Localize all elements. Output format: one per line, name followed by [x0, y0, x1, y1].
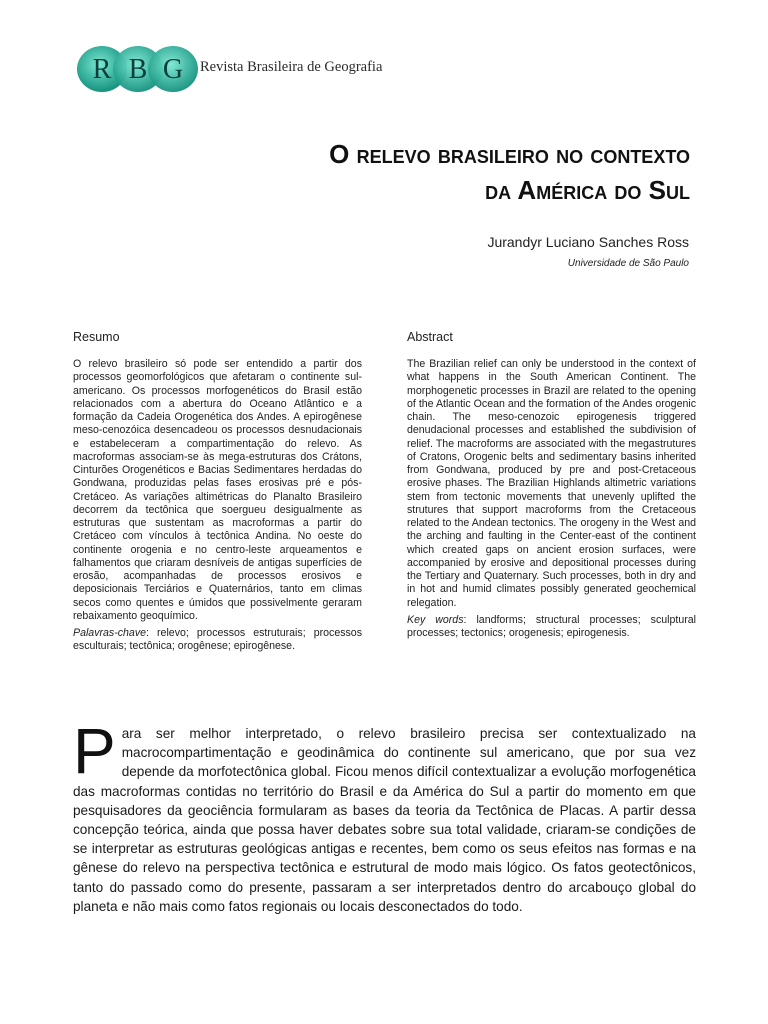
article-title — [90, 136, 690, 208]
abstract-keywords — [407, 614, 696, 641]
intro-text: ara ser melhor interpretado, o relevo brasileiro precisa ser contextualizado na macrocompartimentação e geodinâmica do continente sul americano, que por sua vez depende da morfotectônica global. Ficou menos difícil contextualizar a evolução morfogenética das macroformas contidas no território do Brasil e da América do Sul a partir do momento em que pesquisadores da geociência formularam as bases da teoria da Tectônica de Placas. A partir dessa concepção teórica, ainda que possa haver debates sobre sua total validade, criaram-se condições de se interpretar as estruturas geológicas antigas e recentes, bem como os seus efeitos nas formas e na gênese do relevo na perspectiva tectônica e estrutural de modo mais lógico. Os fatos geotectônicos, tanto do passado como do presente, passaram a ser interpretados dentro do arcabouço global do planeta e não mais como fatos regionais ou locais desconectados do todo. — [73, 726, 696, 914]
abstract-text: The Brazilian relief can only be understood in the context of what happens in the South American Continent. The morphogenetic processes in Brazil are related to the opening of the Atlantic Ocean and the formation of the Andes orogenic chain. The meso-cenozoic epirogenesis triggered denudacional processes and established the subdivision of relief. The macroforms are associated with the megastrutures of Cratons, Orogenic belts and sedimentary basins inherited from Gondwana, produced by pre and post-Cretaceous erosive phases. The Brazilian Highlands altimetric variations stem from tectonic movements that unevenly uplifted the strutures that support macroforms from the Cretaceous related to the Andean tectonics. The orogeny in the West and the arching and faulting in the Center-east of the continent which created gaps on ancient erosion surfaces, were accompanied by erosive and depositional processes during the Tertiary and Quaternary. Such processes, both in dry and in hot and humid climates possibly generated geochemical relegation. — [407, 358, 696, 609]
keywords-list: : landforms; structural processes; sculptural processes; tectonics; orogenesis; epirogenesis. — [407, 613, 696, 639]
intro-paragraph — [73, 715, 696, 916]
keywords-label: Key words — [407, 613, 464, 626]
logo-letter-r: R — [92, 54, 112, 85]
keywords-label: Palavras-chave — [73, 627, 147, 639]
logo-letter-g: G — [162, 54, 184, 85]
journal-logo — [76, 44, 383, 94]
resumo-heading: Resumo — [73, 330, 120, 344]
logo-letter-b: B — [128, 54, 148, 85]
author-affiliation: Universidade de São Paulo — [567, 258, 689, 269]
author-name: Jurandyr Luciano Sanches Ross — [487, 234, 689, 250]
journal-name: Revista Brasileira de Geografia — [200, 59, 383, 75]
keywords-list: : relevo; processos estruturais; processos esculturais; tectônica; orogênese; epirogênese. — [73, 627, 362, 653]
title-line-1: O relevo brasileiro no contexto — [329, 139, 690, 169]
resumo-text: O relevo brasileiro só pode ser entendido a partir dos processos geomorfológicos que afetaram o continente sul-americano. Os processos morfogenéticos do Brasil estão relacionados com a abertura do Oceano Atlântico e a formação da Cadeia Orogenética dos Andes. A epirogênese meso-cenozóica desencadeou os processos desnudacionais e estabeleceram a compartimentação do relevo. As macroformas associam-se às mega-estruturas dos Crátons, Cinturões Orogenéticos e Bacias Sedimentares herdadas do Gondwana, produzidas pelas fases erosivas pré e pós-Cretáceo. As variações altimétricas do Planalto Brasileiro decorrem da tectônica que soergueu desigualmente as estruturas que sustentam as macroformas a partir do Cretáceo com vínculos à tectônica Andina. No oeste do continente orogenia e no centro-leste arqueamentos e falhamentos que criaram desníveis de antigas superfícies de erosão, acompanhadas de processos erosivos e deposicionais Terciários e Quaternários, tanto em climas secos como quentes e úmidos que possivelmente geraram rebaixamento geoquímico. — [73, 358, 362, 622]
abstract-heading: Abstract — [407, 330, 453, 344]
abstract-section — [407, 330, 696, 640]
rbg-logo-icon — [76, 44, 200, 94]
drop-cap: P — [73, 715, 116, 787]
resumo-section — [73, 330, 362, 654]
title-line-2: da América do Sul — [485, 175, 690, 205]
resumo-keywords — [73, 627, 362, 654]
